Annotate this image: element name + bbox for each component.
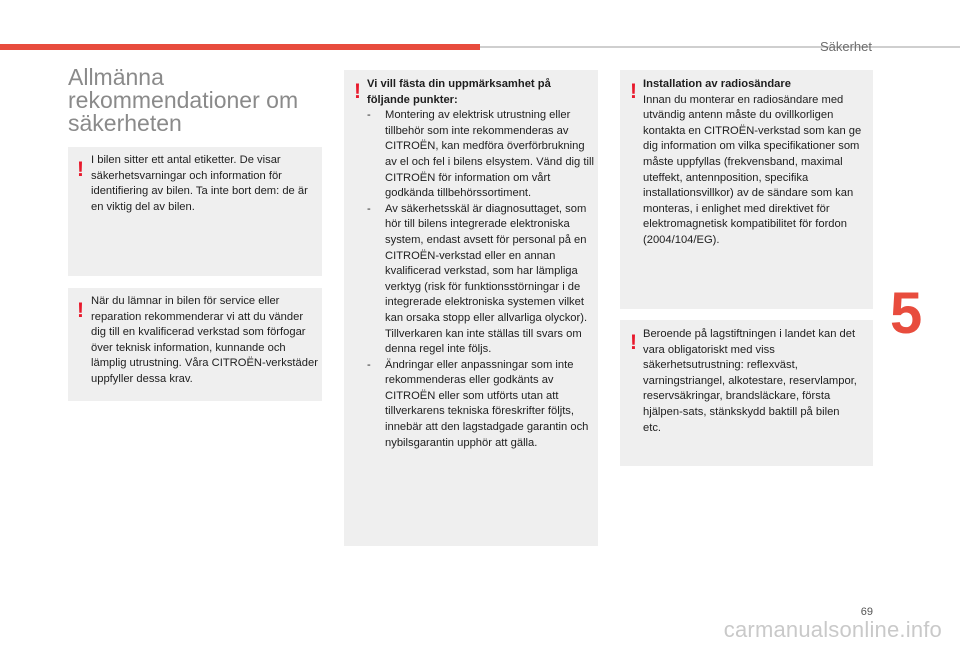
header-accent-bar: [0, 44, 480, 50]
watermark: carmanualsonline.info: [723, 617, 942, 642]
radio-body: Innan du monterar en radiosändare med utvändig antenn måste du ovillkorligen kontakta en CITROËN-verkstad som kan ge dig information om vilka specifikationer som måste uppfyllas (frekvensband, maximal uteffekt, antennposition, specifika installationsvillkor) av de sändare som kan monteras, i enlighet med direktivet för elektromagnetisk kompatibilitet för fordon (2004/104/EG).: [643, 93, 862, 246]
section-label: Säkerhet: [819, 39, 872, 54]
safety-equipment-text: Beroende på lagstiftningen i landet kan det vara obligatoriskt med viss säkerhetsutrustning: reflexväst, varningstriangel, alkotestare, reservlampor, reservsäkringar, brandsläckare, första hjälpen-sats, stänkskydd baktill på bilen etc.: [643, 328, 857, 434]
radio-transmitter-box: [620, 70, 873, 309]
page-number: 69: [860, 606, 873, 618]
radio-heading: Installation av radiosändare: [643, 78, 791, 90]
warning-icon: !: [77, 158, 84, 181]
attention-box: [344, 70, 598, 546]
attention-heading: Vi vill fästa din uppmärksamhet på följande punkter:: [367, 78, 551, 106]
warning-icon: !: [630, 331, 637, 354]
list-item: - Ändringar eller anpassningar som inte rekommenderas eller godkänts av CITROËN eller som utförts utan att tillverkarens tekniska föreskrifter följts, innebär att den lagstadgade garantin och nybilsgarantin upphör att gälla.: [367, 358, 589, 449]
service-info-text: När du lämnar in bilen för service eller reparation rekommenderar vi att du vänder dig till en kvalificerad verkstad som förfogar över teknisk information, kunnande och lämplig utrustning. Våra CITROËN-verkstäder uppfyller dessa krav.: [91, 295, 318, 385]
warning-icon: !: [77, 299, 84, 322]
attention-text: [367, 77, 594, 451]
radio-transmitter-text: [643, 77, 871, 249]
labels-info-text: I bilen sitter ett antal etiketter. De visar säkerhetsvarningar och information för identifiering av bilen. Ta inte bort dem: de är en viktig del av bilen.: [91, 154, 308, 213]
warning-icon: !: [354, 80, 361, 103]
chapter-number: 5: [890, 281, 923, 346]
list-item: - Montering av elektrisk utrustning eller tillbehör som inte rekommenderas av CITROËN, kan medföra överförbrukning av el och fel i bilens elsystem. Vänd dig till CITROËN för information om vårt godkända tillbehörssortiment.: [367, 109, 594, 200]
safety-equipment-box: [620, 320, 873, 466]
page-title: Allmänna rekommendationer om säkerheten: [68, 64, 299, 136]
labels-info-box: [68, 147, 322, 276]
service-info-box: [68, 288, 322, 401]
attention-list: [367, 108, 594, 451]
header-divider: [480, 46, 960, 48]
list-item: - Av säkerhetsskäl är diagnosuttaget, som hör till bilens integrerade elektroniska system, endast avsett för personal på en CITROËN-verkstad eller en annan kvalificerad verkstad, som har lämpliga verktyg (risk för funktionsstörningar i de integrerade elektroniska systemen vilket kan orsaka stopp eller allvarliga olyckor). Tillverkaren kan inte ställas till svars om denna regel inte följs.: [367, 202, 588, 356]
warning-icon: !: [630, 80, 637, 103]
